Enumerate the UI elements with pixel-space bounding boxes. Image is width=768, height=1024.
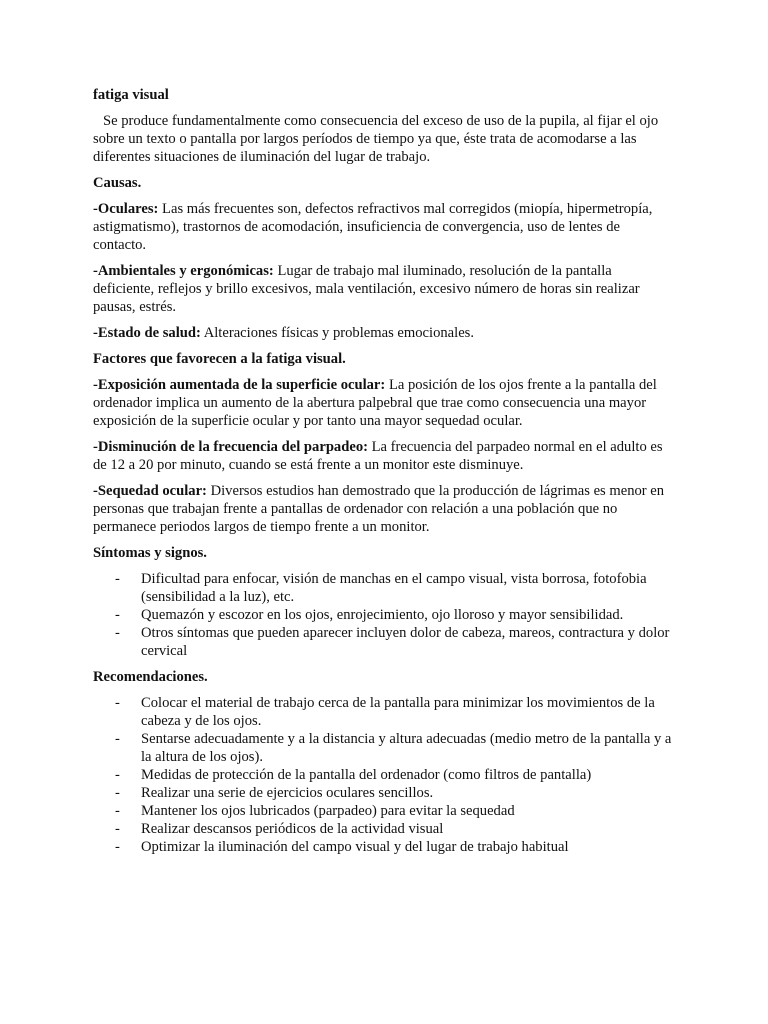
cause-label: -Oculares: <box>93 201 159 217</box>
factor-label: -Exposición aumentada de la superficie ocular: <box>93 377 386 393</box>
list-item: - Otros síntomas que pueden aparecer incluyen dolor de cabeza, mareos, contractura y dolor cervical <box>93 624 676 660</box>
list-item: - Optimizar la iluminación del campo visual y del lugar de trabajo habitual <box>93 838 676 856</box>
factor-label: -Disminución de la frecuencia del parpadeo: <box>93 439 368 455</box>
cause-text: Lugar de trabajo mal iluminado, resolución de la pantalla deficiente, reflejos y brillo excesivos, mala ventilación, excesivo número de horas sin realizar pausas, estrés. <box>93 263 640 315</box>
list-item: - Sentarse adecuadamente y a la distancia y altura adecuadas (medio metro de la pantalla y a la altura de los ojos). <box>93 730 676 766</box>
symptoms-heading: Síntomas y signos. <box>93 545 207 561</box>
document-title: fatiga visual <box>93 87 169 103</box>
recommendations-heading: Recomendaciones. <box>93 669 208 685</box>
document-page <box>93 86 676 864</box>
factor-dry-eye <box>93 482 676 536</box>
factor-text: Diversos estudios han demostrado que la producción de lágrimas es menor en personas que trabajan frente a pantallas de ordenador con relación a una población que no permanece periodos largos de tiempo frente a un monitor. <box>93 483 665 535</box>
symptoms-list <box>93 570 676 660</box>
cause-label: -Estado de salud: <box>93 325 201 341</box>
causes-heading: Causas. <box>93 175 142 191</box>
factors-heading: Factores que favorecen a la fatiga visual. <box>93 351 346 367</box>
list-item: - Dificultad para enfocar, visión de manchas en el campo visual, vista borrosa, fotofobia (sensibilidad a la luz), etc. <box>93 570 676 606</box>
cause-label: -Ambientales y ergonómicas: <box>93 263 274 279</box>
cause-ocular <box>93 200 676 254</box>
list-item: - Medidas de protección de la pantalla del ordenador (como filtros de pantalla) <box>93 766 676 784</box>
factor-blink-rate <box>93 438 676 474</box>
factor-exposure <box>93 376 676 430</box>
list-item: - Mantener los ojos lubricados (parpadeo) para evitar la sequedad <box>93 802 676 820</box>
factor-label: -Sequedad ocular: <box>93 483 207 499</box>
cause-text: Las más frecuentes son, defectos refractivos mal corregidos (miopía, hipermetropía, astigmatismo), trastornos de acomodación, insuficiencia de convergencia, uso de lentes de contacto. <box>93 201 653 253</box>
recommendations-list <box>93 694 676 856</box>
cause-text: Alteraciones físicas y problemas emocionales. <box>203 325 475 341</box>
list-item: - Quemazón y escozor en los ojos, enrojecimiento, ojo lloroso y mayor sensibilidad. <box>93 606 676 624</box>
factor-text: La frecuencia del parpadeo normal en el adulto es de 12 a 20 por minuto, cuando se está frente a un monitor este disminuye. <box>93 439 663 473</box>
cause-environmental <box>93 262 676 316</box>
cause-health <box>93 324 676 342</box>
list-item: - Realizar descansos periódicos de la actividad visual <box>93 820 676 838</box>
intro-paragraph: Se produce fundamentalmente como consecuencia del exceso de uso de la pupila, al fijar el ojo sobre un texto o pantalla por largos períodos de tiempo ya que, éste trata de acomodarse a las diferentes situaciones de iluminación del lugar de trabajo. <box>93 113 659 165</box>
factor-text: La posición de los ojos frente a la pantalla del ordenador implica un aumento de la abertura palpebral que trae como consecuencia una mayor exposición de la superficie ocular y por tanto una mayor sequedad ocular. <box>93 377 657 429</box>
list-item: - Realizar una serie de ejercicios oculares sencillos. <box>93 784 676 802</box>
list-item: - Colocar el material de trabajo cerca de la pantalla para minimizar los movimientos de la cabeza y de los ojos. <box>93 694 676 730</box>
